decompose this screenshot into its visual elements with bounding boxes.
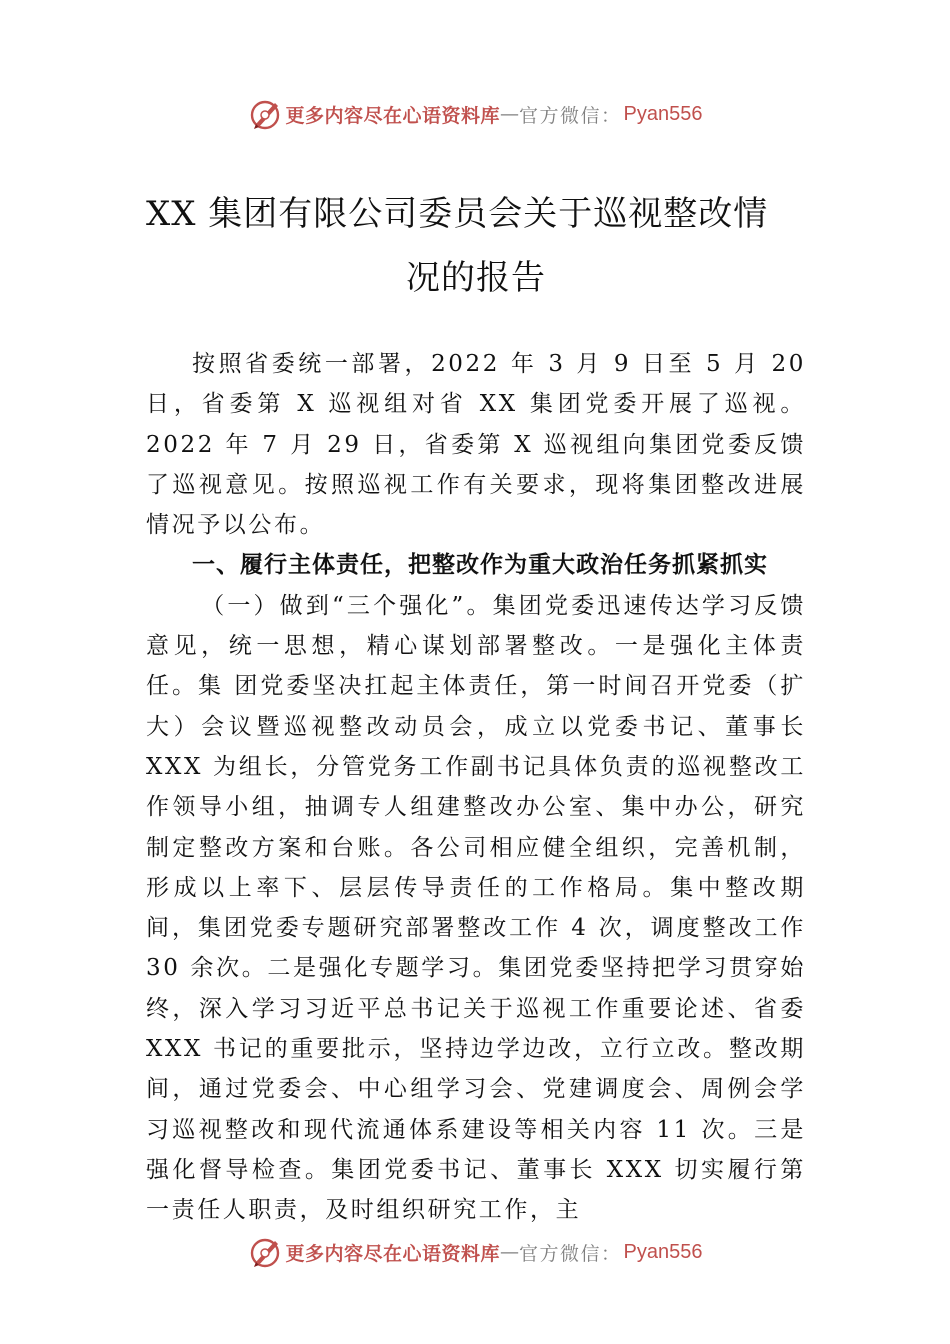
- section-heading-1: 一、履行主体责任，把整改作为重大政治任务抓紧抓实: [192, 552, 768, 579]
- pen-logo-icon: [248, 97, 282, 131]
- intro-paragraph: 按照省委统一部署，2022 年 3 月 9 日至 5 月 20 日，省委第 X 巡视组对省 XX 集团党委开展了巡视。2022 年 7 月 29 日，省委第 X 巡视组向集团党委反馈了巡视意见。按照巡视工作有关要求，现将集团整改进展情况予以公布。: [146, 351, 806, 539]
- pen-logo-icon: [248, 1235, 282, 1269]
- watermark-wechat-label: 官方微信：: [519, 104, 622, 127]
- title-line-1: XX 集团有限公司委员会关于巡视整改情: [146, 194, 769, 234]
- watermark-site-name: 更多内容尽在心语资料库: [285, 1242, 501, 1265]
- document-body: [146, 344, 806, 1231]
- header-watermark: [0, 94, 950, 134]
- subsection-paragraph-1: （一）做到“三个强化”。集团党委迅速传达学习反馈意见，统一思想，精心谋划部署整改。一是强化主体责任。集 团党委坚决扛起主体责任，第一时间召开党委（扩大）会议暨巡视整改动员会，成立以党委书记、董事长 XXX 为组长，分管党务工作副书记具体负责的巡视整改工作领导小组，抽调专人组建整改办公室、集中办公，研究制定整改方案和台账。各公司相应健全组织，完善机制，形成以上率下、层层传导责任的工作格局。集中整改期间，集团党委专题研究部署整改工作 4 次，调度整改工作 30 余次。二是强化专题学习。集团党委坚持把学习贯穿始终，深入学习习近平总书记关于巡视工作重要论述、省委 XXX 书记的重要批示，坚持边学边改，立行立改。整改期间，通过党委会、中心组学习会、党建调度会、周例会学习巡视整改和现代流通体系建设等相关内容 11 次。三是强化督导检查。集团党委书记、董事长 XXX 切实履行第一责任人职责，及时组织研究工作，主: [146, 592, 806, 1224]
- watermark-wechat-id: Pyan556: [623, 1240, 703, 1263]
- document-title: [146, 182, 806, 310]
- watermark-wechat-label: 官方微信：: [519, 1242, 622, 1265]
- watermark-site-name: 更多内容尽在心语资料库: [285, 104, 501, 127]
- watermark-dash: —: [500, 103, 520, 125]
- watermark-dash: —: [500, 1241, 520, 1263]
- title-line-2: 况的报告: [406, 258, 546, 298]
- watermark-wechat-id: Pyan556: [623, 102, 703, 125]
- footer-watermark: [0, 1232, 950, 1272]
